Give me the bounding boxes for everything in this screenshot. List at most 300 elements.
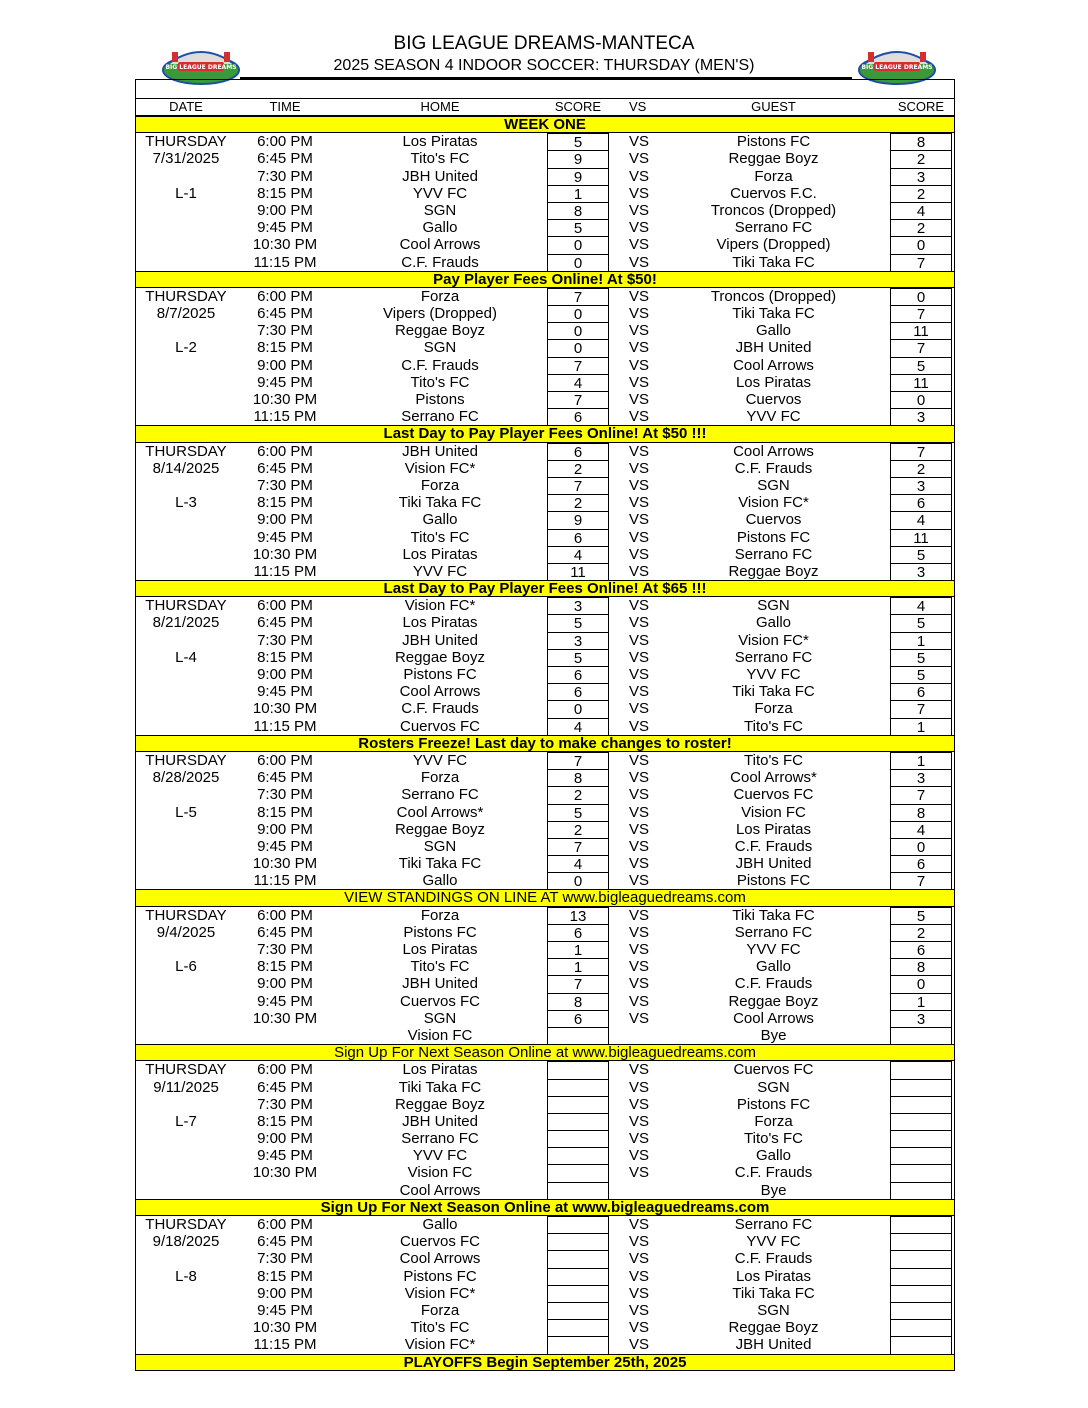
home-team: Tito's FC bbox=[410, 373, 470, 391]
home-score bbox=[547, 1079, 609, 1096]
home-score bbox=[547, 1285, 609, 1302]
table-top-spacer bbox=[136, 80, 954, 99]
guest-team: Forza bbox=[754, 1112, 793, 1130]
guest-team: Tiki Taka FC bbox=[732, 253, 815, 271]
guest-team: C.F. Frauds bbox=[734, 1164, 813, 1182]
home-score: 6 bbox=[547, 529, 609, 546]
game-date-cell: L-3 bbox=[175, 494, 197, 512]
guest-score: 0 bbox=[890, 288, 952, 305]
vs-label: VS bbox=[629, 219, 650, 237]
guest-score: 4 bbox=[890, 597, 952, 614]
week-banner: Rosters Freeze! Last day to make changes to roster! bbox=[136, 735, 954, 752]
game-row bbox=[136, 1147, 954, 1164]
game-row bbox=[136, 804, 954, 821]
home-team: Serrano FC bbox=[401, 408, 479, 426]
home-score: 7 bbox=[547, 838, 609, 855]
home-team: Vision FC* bbox=[404, 597, 476, 615]
vs-label: VS bbox=[629, 975, 650, 993]
vs-label: VS bbox=[629, 1147, 650, 1165]
home-team: Tiki Taka FC bbox=[398, 1078, 482, 1096]
game-row bbox=[136, 357, 954, 374]
week-banner: Sign Up For Next Season Online at www.bigleaguedreams.com bbox=[136, 1199, 954, 1216]
home-team: Forza bbox=[420, 906, 460, 924]
guest-score: 0 bbox=[890, 975, 952, 992]
home-team: Forza bbox=[420, 287, 460, 305]
column-header-time: TIME bbox=[269, 99, 301, 114]
home-score bbox=[547, 1336, 609, 1353]
home-score bbox=[547, 1147, 609, 1164]
vs-label: VS bbox=[629, 803, 650, 821]
game-date-cell: THURSDAY bbox=[145, 906, 227, 924]
guest-score: 6 bbox=[890, 494, 952, 511]
home-score: 9 bbox=[547, 150, 609, 167]
game-date-cell bbox=[136, 838, 236, 855]
guest-score: 2 bbox=[890, 185, 952, 202]
guest-score: 2 bbox=[890, 219, 952, 236]
home-team: Gallo bbox=[422, 872, 458, 890]
vs-label: VS bbox=[629, 356, 650, 374]
game-date-cell bbox=[136, 1027, 236, 1044]
game-row bbox=[136, 374, 954, 391]
home-score: 9 bbox=[547, 168, 609, 185]
vs-label: VS bbox=[629, 614, 650, 632]
game-row bbox=[136, 1285, 954, 1302]
game-date-cell bbox=[136, 477, 236, 494]
guest-score bbox=[890, 1285, 952, 1302]
game-row bbox=[136, 1079, 954, 1096]
guest-team: SGN bbox=[757, 476, 790, 494]
guest-score: 5 bbox=[890, 357, 952, 374]
guest-team: Cuervos FC bbox=[733, 1061, 814, 1079]
game-time: 6:45 PM bbox=[257, 459, 313, 477]
home-score: 5 bbox=[547, 219, 609, 236]
game-row bbox=[136, 219, 954, 236]
vs-label: VS bbox=[629, 494, 650, 512]
vs-label: VS bbox=[629, 700, 650, 718]
home-score: 2 bbox=[547, 786, 609, 803]
home-score: 11 bbox=[547, 563, 609, 580]
game-date-cell: THURSDAY bbox=[145, 133, 227, 151]
guest-score: 3 bbox=[890, 168, 952, 185]
guest-team: Bye bbox=[760, 1026, 787, 1044]
game-time: 10:30 PM bbox=[252, 855, 318, 873]
guest-team: Pistons FC bbox=[736, 1095, 811, 1113]
home-score: 6 bbox=[547, 683, 609, 700]
home-score: 7 bbox=[547, 357, 609, 374]
game-date-cell bbox=[136, 322, 236, 339]
home-score: 7 bbox=[547, 391, 609, 408]
vs-label bbox=[609, 1027, 657, 1044]
guest-score: 7 bbox=[890, 443, 952, 460]
vs-label: VS bbox=[629, 769, 650, 787]
game-date-cell: THURSDAY bbox=[145, 751, 227, 769]
guest-team: Cool Arrows bbox=[733, 442, 814, 460]
home-score bbox=[547, 1096, 609, 1113]
svg-text:BIG LEAGUE DREAMS: BIG LEAGUE DREAMS bbox=[165, 64, 237, 71]
vs-label: VS bbox=[629, 1078, 650, 1096]
guest-score bbox=[890, 1336, 952, 1353]
game-row bbox=[136, 529, 954, 546]
game-date-cell: 8/21/2025 bbox=[152, 614, 220, 632]
vs-label: VS bbox=[629, 511, 650, 529]
game-date-cell bbox=[136, 168, 236, 185]
game-time: 9:45 PM bbox=[257, 992, 313, 1010]
game-time: 10:30 PM bbox=[252, 1164, 318, 1182]
game-time: 6:00 PM bbox=[257, 751, 313, 769]
game-date-cell bbox=[136, 529, 236, 546]
vs-label: VS bbox=[629, 872, 650, 890]
game-time: 10:30 PM bbox=[252, 391, 318, 408]
guest-team: Los Piratas bbox=[735, 1267, 812, 1285]
home-score: 5 bbox=[547, 804, 609, 821]
guest-score bbox=[890, 1250, 952, 1267]
game-date-cell bbox=[136, 563, 236, 580]
guest-team: Pistons FC bbox=[736, 872, 811, 890]
vs-label: VS bbox=[629, 631, 650, 649]
game-time: 9:00 PM bbox=[257, 1130, 313, 1148]
vs-label: VS bbox=[629, 459, 650, 477]
guest-team: Gallo bbox=[755, 1147, 792, 1165]
week-banner: WEEK ONE bbox=[136, 116, 954, 133]
guest-score: 5 bbox=[890, 614, 952, 631]
home-score bbox=[547, 1164, 609, 1181]
home-team: SGN bbox=[423, 339, 457, 357]
guest-score: 0 bbox=[890, 236, 952, 253]
week-banner: Last Day to Pay Player Fees Online! At $50 !!! bbox=[136, 425, 954, 442]
home-score: 6 bbox=[547, 924, 609, 941]
guest-team: YVV FC bbox=[746, 666, 801, 683]
game-row bbox=[136, 958, 954, 975]
home-team: Vision FC bbox=[407, 1026, 473, 1044]
game-time: 9:45 PM bbox=[257, 219, 313, 237]
vs-label: VS bbox=[629, 322, 650, 340]
game-time: 9:45 PM bbox=[257, 1147, 313, 1165]
game-row bbox=[136, 236, 954, 253]
game-row bbox=[136, 1268, 954, 1285]
home-team: Los Piratas bbox=[402, 941, 478, 958]
guest-team: YVV FC bbox=[746, 408, 801, 426]
home-score: 3 bbox=[547, 597, 609, 614]
game-row bbox=[136, 408, 954, 425]
weeks-container bbox=[136, 116, 954, 1354]
game-time: 9:45 PM bbox=[257, 683, 313, 701]
game-row bbox=[136, 460, 954, 477]
game-row bbox=[136, 1061, 954, 1078]
game-row bbox=[136, 752, 954, 769]
home-team: SGN bbox=[423, 837, 457, 855]
guest-team: Tito's FC bbox=[744, 1130, 803, 1148]
game-row bbox=[136, 632, 954, 649]
home-team: Reggae Boyz bbox=[394, 1095, 486, 1113]
guest-score: 7 bbox=[890, 872, 952, 889]
game-row bbox=[136, 700, 954, 717]
home-team: Pistons bbox=[415, 391, 465, 408]
game-row bbox=[136, 1130, 954, 1147]
home-score: 7 bbox=[547, 288, 609, 305]
home-team: C.F. Frauds bbox=[401, 356, 479, 374]
vs-label: VS bbox=[629, 1061, 650, 1079]
game-time: 7:30 PM bbox=[257, 476, 313, 494]
game-row bbox=[136, 924, 954, 941]
guest-team: SGN bbox=[757, 597, 790, 615]
vs-label: VS bbox=[629, 528, 650, 546]
vs-label: VS bbox=[629, 666, 650, 683]
guest-score: 3 bbox=[890, 1010, 952, 1027]
game-date-cell: L-7 bbox=[175, 1112, 197, 1130]
guest-score bbox=[890, 1130, 952, 1147]
home-team: Los Piratas bbox=[402, 545, 478, 563]
home-team: Vision FC* bbox=[404, 1284, 476, 1302]
game-date-cell: THURSDAY bbox=[145, 1216, 227, 1233]
home-team: Cuervos FC bbox=[399, 992, 481, 1010]
game-date-cell bbox=[136, 202, 236, 219]
home-score: 0 bbox=[547, 254, 609, 271]
home-score: 0 bbox=[547, 339, 609, 356]
guest-score bbox=[890, 1319, 952, 1336]
game-time: 7:30 PM bbox=[257, 167, 313, 185]
game-row bbox=[136, 133, 954, 150]
game-date-cell: 9/4/2025 bbox=[156, 923, 216, 941]
game-row bbox=[136, 391, 954, 408]
home-team: SGN bbox=[423, 201, 457, 219]
guest-team: Cuervos bbox=[745, 511, 802, 529]
home-team: Gallo bbox=[422, 219, 458, 237]
game-date-cell: L-4 bbox=[175, 648, 197, 666]
game-row bbox=[136, 597, 954, 614]
vs-label: VS bbox=[629, 442, 650, 460]
home-team: C.F. Frauds bbox=[401, 700, 479, 718]
guest-score: 11 bbox=[890, 374, 952, 391]
game-time: 8:15 PM bbox=[257, 648, 313, 666]
game-row bbox=[136, 511, 954, 528]
home-team: JBH United bbox=[402, 167, 478, 185]
home-score: 2 bbox=[547, 494, 609, 511]
game-date-cell bbox=[136, 993, 236, 1010]
home-team: Reggae Boyz bbox=[394, 820, 486, 838]
home-score bbox=[547, 1061, 609, 1078]
game-time: 6:00 PM bbox=[257, 133, 313, 151]
home-team: Cuervos FC bbox=[399, 717, 481, 735]
home-team: JBH United bbox=[402, 975, 478, 993]
home-team: Tito's FC bbox=[410, 528, 470, 546]
guest-score: 5 bbox=[890, 666, 952, 683]
vs-label: VS bbox=[629, 150, 650, 168]
guest-score bbox=[890, 1113, 952, 1130]
game-date-cell bbox=[136, 391, 236, 408]
game-time: 10:30 PM bbox=[252, 1319, 318, 1337]
game-row bbox=[136, 649, 954, 666]
game-time: 8:15 PM bbox=[257, 494, 313, 512]
guest-score bbox=[890, 1096, 952, 1113]
home-team: Pistons FC bbox=[403, 1267, 477, 1285]
guest-team: Tito's FC bbox=[744, 751, 803, 769]
home-score bbox=[547, 1027, 609, 1044]
guest-score bbox=[890, 1164, 952, 1181]
home-score bbox=[547, 1302, 609, 1319]
guest-team: Reggae Boyz bbox=[728, 1319, 819, 1337]
guest-score: 1 bbox=[890, 993, 952, 1010]
guest-score bbox=[890, 1027, 952, 1044]
guest-team: C.F. Frauds bbox=[734, 975, 813, 993]
game-date-cell bbox=[136, 236, 236, 253]
guest-team: Gallo bbox=[755, 322, 792, 340]
game-time: 9:45 PM bbox=[257, 1301, 313, 1319]
game-date-cell: 8/28/2025 bbox=[152, 769, 220, 787]
vs-label bbox=[609, 1182, 657, 1199]
home-team: Cool Arrows bbox=[399, 236, 481, 254]
week-banner: Last Day to Pay Player Fees Online! At $65 !!! bbox=[136, 580, 954, 597]
vs-label: VS bbox=[629, 287, 650, 305]
guest-score: 5 bbox=[890, 907, 952, 924]
home-team: Vipers (Dropped) bbox=[383, 305, 497, 323]
game-date-cell: L-1 bbox=[175, 184, 197, 202]
game-time: 6:45 PM bbox=[257, 614, 313, 632]
game-date-cell bbox=[136, 374, 236, 391]
game-row bbox=[136, 185, 954, 202]
home-team: Cuervos FC bbox=[399, 1233, 481, 1251]
game-date-cell bbox=[136, 941, 236, 958]
home-score: 5 bbox=[547, 649, 609, 666]
home-score bbox=[547, 1250, 609, 1267]
game-time: 6:45 PM bbox=[257, 1233, 313, 1251]
home-team: Serrano FC bbox=[401, 786, 479, 804]
vs-label: VS bbox=[629, 236, 650, 254]
guest-team: JBH United bbox=[735, 339, 812, 357]
schedule-table bbox=[135, 79, 955, 1371]
guest-score: 3 bbox=[890, 563, 952, 580]
home-team: Tiki Taka FC bbox=[398, 494, 482, 512]
game-date-cell: THURSDAY bbox=[145, 442, 227, 460]
game-time: 9:00 PM bbox=[257, 511, 313, 529]
game-date-cell: 8/7/2025 bbox=[156, 305, 216, 323]
vs-label: VS bbox=[629, 1250, 650, 1268]
game-date-cell bbox=[136, 1302, 236, 1319]
game-date-cell bbox=[136, 1164, 236, 1181]
guest-team: Cool Arrows bbox=[733, 1009, 814, 1027]
guest-team: YVV FC bbox=[746, 941, 801, 958]
guest-team: Serrano FC bbox=[734, 648, 813, 666]
home-team: JBH United bbox=[402, 631, 478, 649]
game-time: 9:45 PM bbox=[257, 528, 313, 546]
guest-team: Vipers (Dropped) bbox=[716, 236, 831, 254]
column-header-home-score: SCORE bbox=[554, 99, 602, 114]
guest-team: Tiki Taka FC bbox=[732, 1284, 815, 1302]
game-time: 7:30 PM bbox=[257, 941, 313, 958]
guest-team: JBH United bbox=[735, 1336, 812, 1354]
vs-label: VS bbox=[629, 545, 650, 563]
game-date-cell bbox=[136, 357, 236, 374]
guest-score: 7 bbox=[890, 305, 952, 322]
home-team: YVV FC bbox=[412, 751, 468, 769]
guest-score: 3 bbox=[890, 477, 952, 494]
guest-score: 0 bbox=[890, 391, 952, 408]
game-time: 6:00 PM bbox=[257, 1216, 313, 1233]
guest-team: Reggae Boyz bbox=[728, 562, 819, 580]
game-date-cell bbox=[136, 855, 236, 872]
guest-team: Serrano FC bbox=[734, 923, 813, 941]
guest-team: Vision FC bbox=[741, 803, 806, 821]
game-date-cell: L-8 bbox=[175, 1267, 197, 1285]
game-date-cell: 8/14/2025 bbox=[152, 459, 220, 477]
vs-label: VS bbox=[629, 1336, 650, 1354]
game-date-cell bbox=[136, 546, 236, 563]
vs-label: VS bbox=[629, 597, 650, 615]
game-date-cell bbox=[136, 683, 236, 700]
game-time: 6:00 PM bbox=[257, 597, 313, 615]
guest-score bbox=[890, 1302, 952, 1319]
game-time: 11:15 PM bbox=[253, 1336, 317, 1354]
home-score bbox=[547, 1268, 609, 1285]
guest-score: 8 bbox=[890, 804, 952, 821]
game-row bbox=[136, 168, 954, 185]
home-team: Los Piratas bbox=[402, 1061, 478, 1079]
game-row bbox=[136, 202, 954, 219]
guest-team: Cuervos F.C. bbox=[730, 184, 817, 202]
game-time: 9:00 PM bbox=[257, 201, 313, 219]
home-score: 7 bbox=[547, 975, 609, 992]
guest-team: Los Piratas bbox=[735, 820, 812, 838]
home-team: Gallo bbox=[422, 1216, 458, 1233]
vs-label: VS bbox=[629, 923, 650, 941]
home-team: Tito's FC bbox=[410, 1319, 470, 1337]
game-date-cell bbox=[136, 1182, 236, 1199]
guest-team: C.F. Frauds bbox=[734, 837, 813, 855]
guest-team: Tiki Taka FC bbox=[732, 305, 815, 323]
guest-team: YVV FC bbox=[746, 1233, 801, 1251]
game-time: 10:30 PM bbox=[252, 236, 318, 254]
guest-team: Troncos (Dropped) bbox=[710, 201, 837, 219]
vs-label: VS bbox=[629, 305, 650, 323]
game-date-cell bbox=[136, 254, 236, 271]
home-score: 0 bbox=[547, 322, 609, 339]
home-score: 1 bbox=[547, 958, 609, 975]
guest-team: Serrano FC bbox=[734, 219, 813, 237]
column-header-home: HOME bbox=[420, 99, 460, 114]
game-row bbox=[136, 322, 954, 339]
game-row bbox=[136, 1336, 954, 1353]
home-team: Vision FC* bbox=[404, 1336, 476, 1354]
playoffs-banner: PLAYOFFS Begin September 25th, 2025 bbox=[136, 1354, 954, 1371]
vs-label: VS bbox=[629, 992, 650, 1010]
game-date-cell bbox=[136, 700, 236, 717]
game-date-cell bbox=[136, 1336, 236, 1353]
game-row bbox=[136, 718, 954, 735]
vs-label: VS bbox=[629, 167, 650, 185]
game-date-cell bbox=[136, 1010, 236, 1027]
game-time: 6:45 PM bbox=[257, 305, 313, 323]
vs-label: VS bbox=[629, 1095, 650, 1113]
guest-score bbox=[890, 1233, 952, 1250]
game-row bbox=[136, 1250, 954, 1267]
home-score: 6 bbox=[547, 1010, 609, 1027]
game-time: 9:45 PM bbox=[257, 373, 313, 391]
home-score: 1 bbox=[547, 185, 609, 202]
game-row bbox=[136, 1319, 954, 1336]
game-date-cell bbox=[136, 219, 236, 236]
game-time: 6:45 PM bbox=[257, 923, 313, 941]
home-score: 7 bbox=[547, 477, 609, 494]
home-score: 13 bbox=[547, 907, 609, 924]
home-score bbox=[547, 1233, 609, 1250]
game-row bbox=[136, 1010, 954, 1027]
game-row bbox=[136, 1096, 954, 1113]
game-date-cell bbox=[136, 408, 236, 425]
vs-label: VS bbox=[629, 1319, 650, 1337]
home-team: Los Piratas bbox=[402, 614, 478, 632]
home-score bbox=[547, 1130, 609, 1147]
game-time bbox=[236, 1027, 334, 1044]
game-row bbox=[136, 305, 954, 322]
